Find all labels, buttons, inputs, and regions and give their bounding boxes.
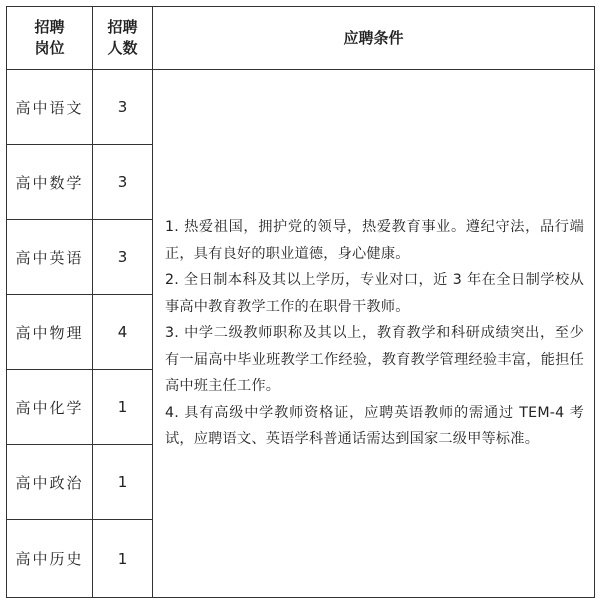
requirement-item: 2. 全日制本科及其以上学历，专业对口，近 3 年在全日制学校从事高中教育教学工作的在职骨干教师。 (165, 272, 584, 315)
header-count-line1: 招聘 (107, 18, 138, 36)
requirement-item: 4. 具有高级中学教师资格证，应聘英语教师的需通过 TEM-4 考试，应聘语文、英语学科普通话需达到国家二级甲等标准。 (165, 404, 584, 448)
requirements-cell (153, 70, 595, 598)
table-row (7, 70, 595, 145)
header-count-line2: 人数 (107, 39, 138, 57)
position-cell: 高中物理 (7, 295, 93, 370)
header-requirements: 应聘条件 (153, 7, 595, 70)
requirement-item: 1. 热爱祖国，拥护党的领导，热爱教育事业。遵纪守法，品行端正，具有良好的职业道德，身心健康。 (165, 219, 584, 262)
requirement-item: 3. 中学二级教师职称及其以上，教育教学和科研成绩突出，至少有一届高中毕业班教学工作经验，教育教学管理经验丰富，能担任高中班主任工作。 (165, 325, 584, 395)
position-cell: 高中数学 (7, 145, 93, 220)
count-cell: 1 (93, 445, 153, 520)
header-count (93, 7, 153, 70)
header-position-line2: 岗位 (34, 39, 65, 57)
count-cell: 1 (93, 520, 153, 598)
position-cell: 高中语文 (7, 70, 93, 145)
header-position-line1: 招聘 (34, 18, 65, 36)
header-position (7, 7, 93, 70)
table-header-row (7, 7, 595, 70)
count-cell: 3 (93, 70, 153, 145)
position-cell: 高中化学 (7, 370, 93, 445)
position-cell: 高中政治 (7, 445, 93, 520)
position-cell: 高中英语 (7, 220, 93, 295)
count-cell: 4 (93, 295, 153, 370)
recruitment-table (6, 6, 595, 598)
count-cell: 3 (93, 220, 153, 295)
count-cell: 3 (93, 145, 153, 220)
count-cell: 1 (93, 370, 153, 445)
position-cell: 高中历史 (7, 520, 93, 598)
